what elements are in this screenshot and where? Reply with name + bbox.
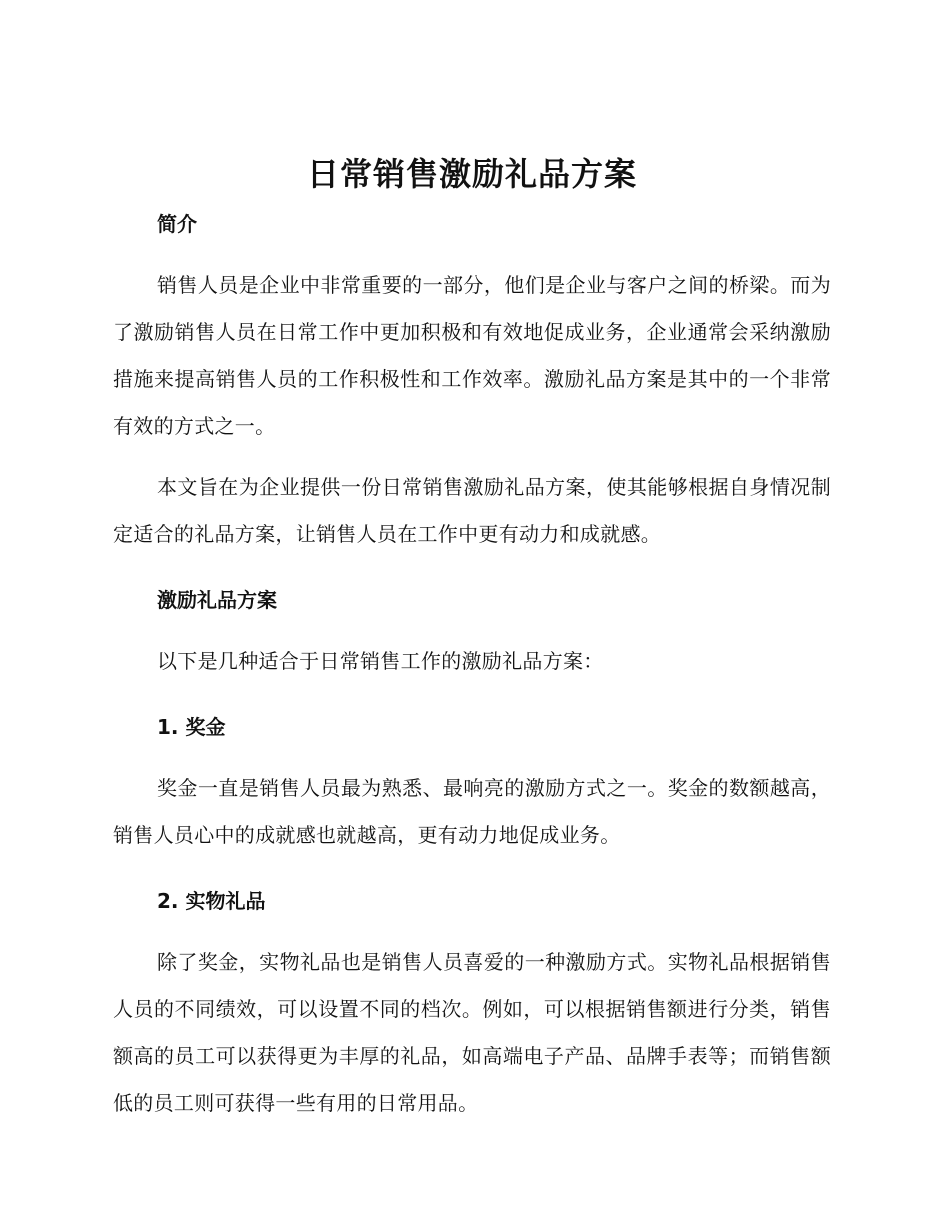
section-heading-intro: 简介 bbox=[157, 212, 197, 236]
paragraph-physical-gifts: 除了奖金，实物礼品也是销售人员喜爱的一种激励方式。实物礼品根据销售人员的不同绩效，可以设置不同的档次。例如，可以根据销售额进行分类，销售额高的员工可以获得更为丰厚的礼品，如高端电子产品、品牌手表等；而销售额低的员工则可获得一些有用的日常用品。 bbox=[113, 950, 831, 1115]
document-title: 日常销售激励礼品方案 bbox=[306, 155, 637, 193]
item-heading-physical-gifts: 2. 实物礼品 bbox=[157, 889, 266, 913]
paragraph-plan-intro: 以下是几种适合于日常销售工作的激励礼品方案： bbox=[157, 649, 604, 673]
document-page bbox=[113, 148, 831, 1127]
paragraph-intro-1: 销售人员是企业中非常重要的一部分，他们是企业与客户之间的桥梁。而为了激励销售人员在日常工作中更加积极和有效地促成业务，企业通常会采纳激励措施来提高销售人员的工作积极性和工作效率。激励礼品方案是其中的一个非常有效的方式之一。 bbox=[113, 273, 831, 438]
paragraph-intro-2: 本文旨在为企业提供一份日常销售激励礼品方案，使其能够根据自身情况制定适合的礼品方案，让销售人员在工作中更有动力和成就感。 bbox=[113, 475, 831, 546]
paragraph-bonus: 奖金一直是销售人员最为熟悉、最响亮的激励方式之一。奖金的数额越高，销售人员心中的成就感也就越高，更有动力地促成业务。 bbox=[113, 776, 831, 847]
item-heading-bonus: 1. 奖金 bbox=[157, 715, 226, 739]
section-heading-plan: 激励礼品方案 bbox=[157, 588, 277, 612]
